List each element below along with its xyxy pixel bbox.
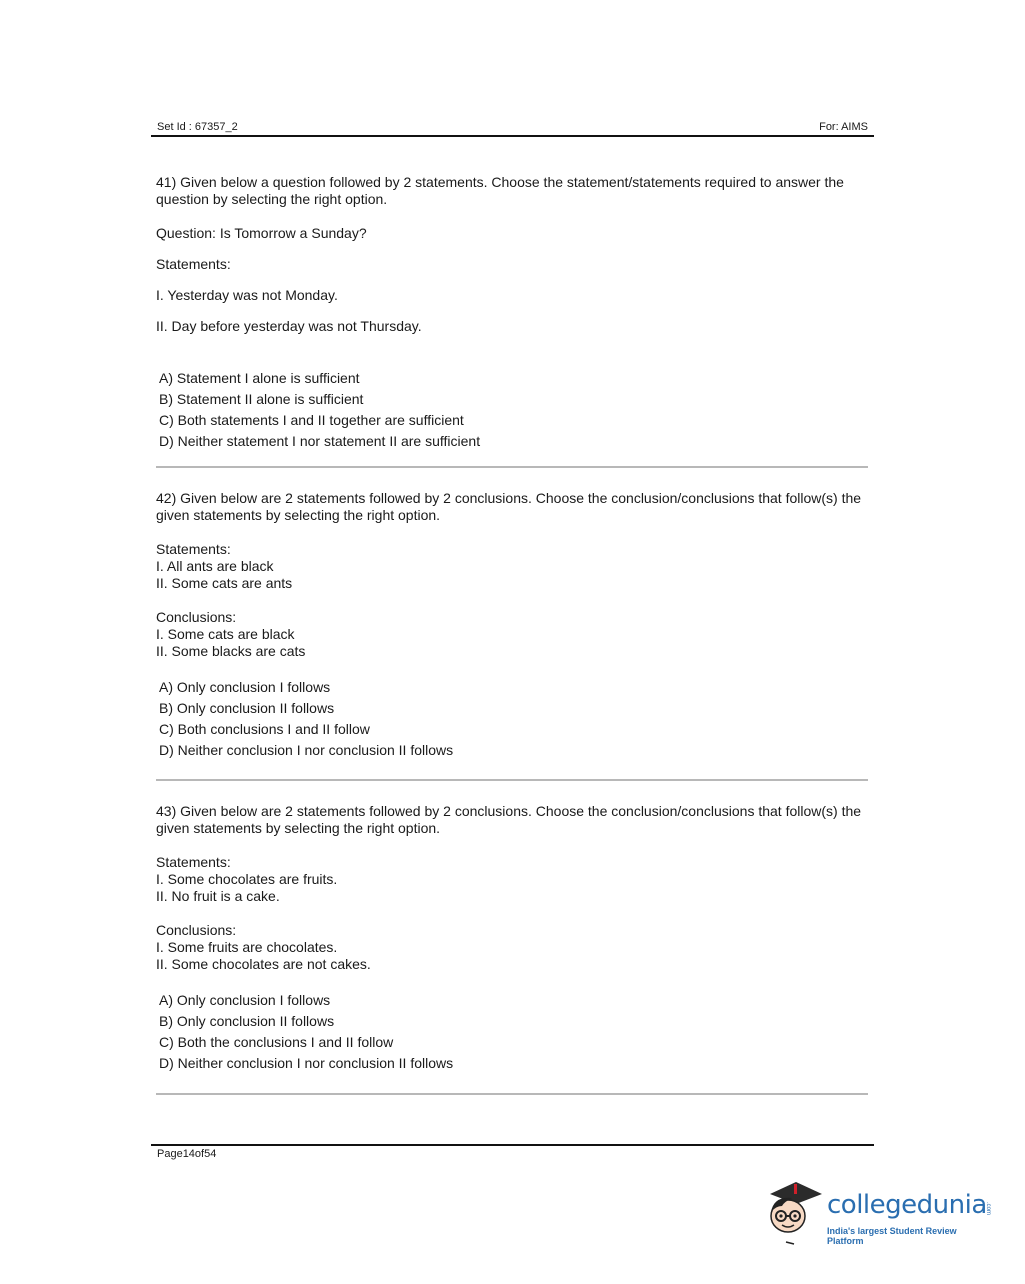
options-list bbox=[156, 677, 870, 761]
option-c[interactable]: C) Both statements I and II together are sufficient bbox=[159, 412, 464, 428]
option-d[interactable]: D) Neither statement I nor statement II are sufficient bbox=[159, 433, 481, 449]
option-d[interactable]: D) Neither conclusion I nor conclusion II follows bbox=[159, 742, 454, 758]
mascot-icon bbox=[764, 1176, 826, 1248]
statement-item: II. No fruit is a cake. bbox=[156, 888, 280, 904]
statement-item: I. All ants are black bbox=[156, 558, 274, 574]
statements-label: Statements: bbox=[156, 541, 231, 557]
conclusion-item: I. Some fruits are chocolates. bbox=[156, 939, 338, 955]
statements-label: Statements: bbox=[156, 256, 231, 272]
option-a[interactable]: A) Only conclusion I follows bbox=[159, 679, 331, 695]
question-41 bbox=[156, 174, 870, 452]
statement-item: II. Some cats are ants bbox=[156, 575, 293, 591]
option-b[interactable]: B) Statement II alone is sufficient bbox=[159, 391, 364, 407]
option-b[interactable]: B) Only conclusion II follows bbox=[159, 1013, 335, 1029]
question-42 bbox=[156, 490, 870, 761]
brand-suffix: .com bbox=[985, 1202, 991, 1216]
question-stem: 43) Given below are 2 statements followed by 2 conclusions. Choose the conclusion/conclusions that follow(s) the given statements by selecting the right option. bbox=[156, 803, 862, 836]
options-list bbox=[156, 368, 870, 452]
page-number: Page14of54 bbox=[157, 1148, 217, 1160]
option-d[interactable]: D) Neither conclusion I nor conclusion II follows bbox=[159, 1055, 454, 1071]
page-header bbox=[151, 121, 874, 137]
conclusions-label: Conclusions: bbox=[156, 609, 237, 625]
set-id: Set Id : 67357_2 bbox=[157, 121, 238, 133]
conclusion-item: II. Some blacks are cats bbox=[156, 643, 306, 659]
option-c[interactable]: C) Both conclusions I and II follow bbox=[159, 721, 370, 737]
exam-name: For: AIMS bbox=[819, 121, 868, 133]
brand-tagline: India's largest Student Review Platform bbox=[827, 1226, 957, 1246]
option-b[interactable]: B) Only conclusion II follows bbox=[159, 700, 335, 716]
option-a[interactable]: A) Only conclusion I follows bbox=[159, 992, 331, 1008]
collegedunia-logo bbox=[764, 1176, 994, 1248]
question-divider bbox=[156, 466, 868, 468]
question-43 bbox=[156, 803, 870, 1074]
statement-item: I. Some chocolates are fruits. bbox=[156, 871, 338, 887]
options-list bbox=[156, 990, 870, 1074]
brand-name: collegedunia bbox=[827, 1190, 987, 1220]
statement-item: I. Yesterday was not Monday. bbox=[156, 287, 338, 303]
conclusion-item: II. Some chocolates are not cakes. bbox=[156, 956, 371, 972]
question-divider bbox=[156, 779, 868, 781]
statements-label: Statements: bbox=[156, 854, 231, 870]
option-c[interactable]: C) Both the conclusions I and II follow bbox=[159, 1034, 394, 1050]
question-divider bbox=[156, 1093, 868, 1095]
option-a[interactable]: A) Statement I alone is sufficient bbox=[159, 370, 360, 386]
question-text: Question: Is Tomorrow a Sunday? bbox=[156, 225, 367, 241]
question-stem: 42) Given below are 2 statements followed by 2 conclusions. Choose the conclusion/conclusions that follow(s) the given statements by selecting the right option. bbox=[156, 490, 862, 523]
conclusion-item: I. Some cats are black bbox=[156, 626, 295, 642]
footer-rule bbox=[151, 1144, 874, 1146]
conclusions-label: Conclusions: bbox=[156, 922, 237, 938]
statement-item: II. Day before yesterday was not Thursday. bbox=[156, 318, 422, 334]
question-stem: 41) Given below a question followed by 2 statements. Choose the statement/statements required to answer the question by selecting the right option. bbox=[156, 174, 844, 207]
